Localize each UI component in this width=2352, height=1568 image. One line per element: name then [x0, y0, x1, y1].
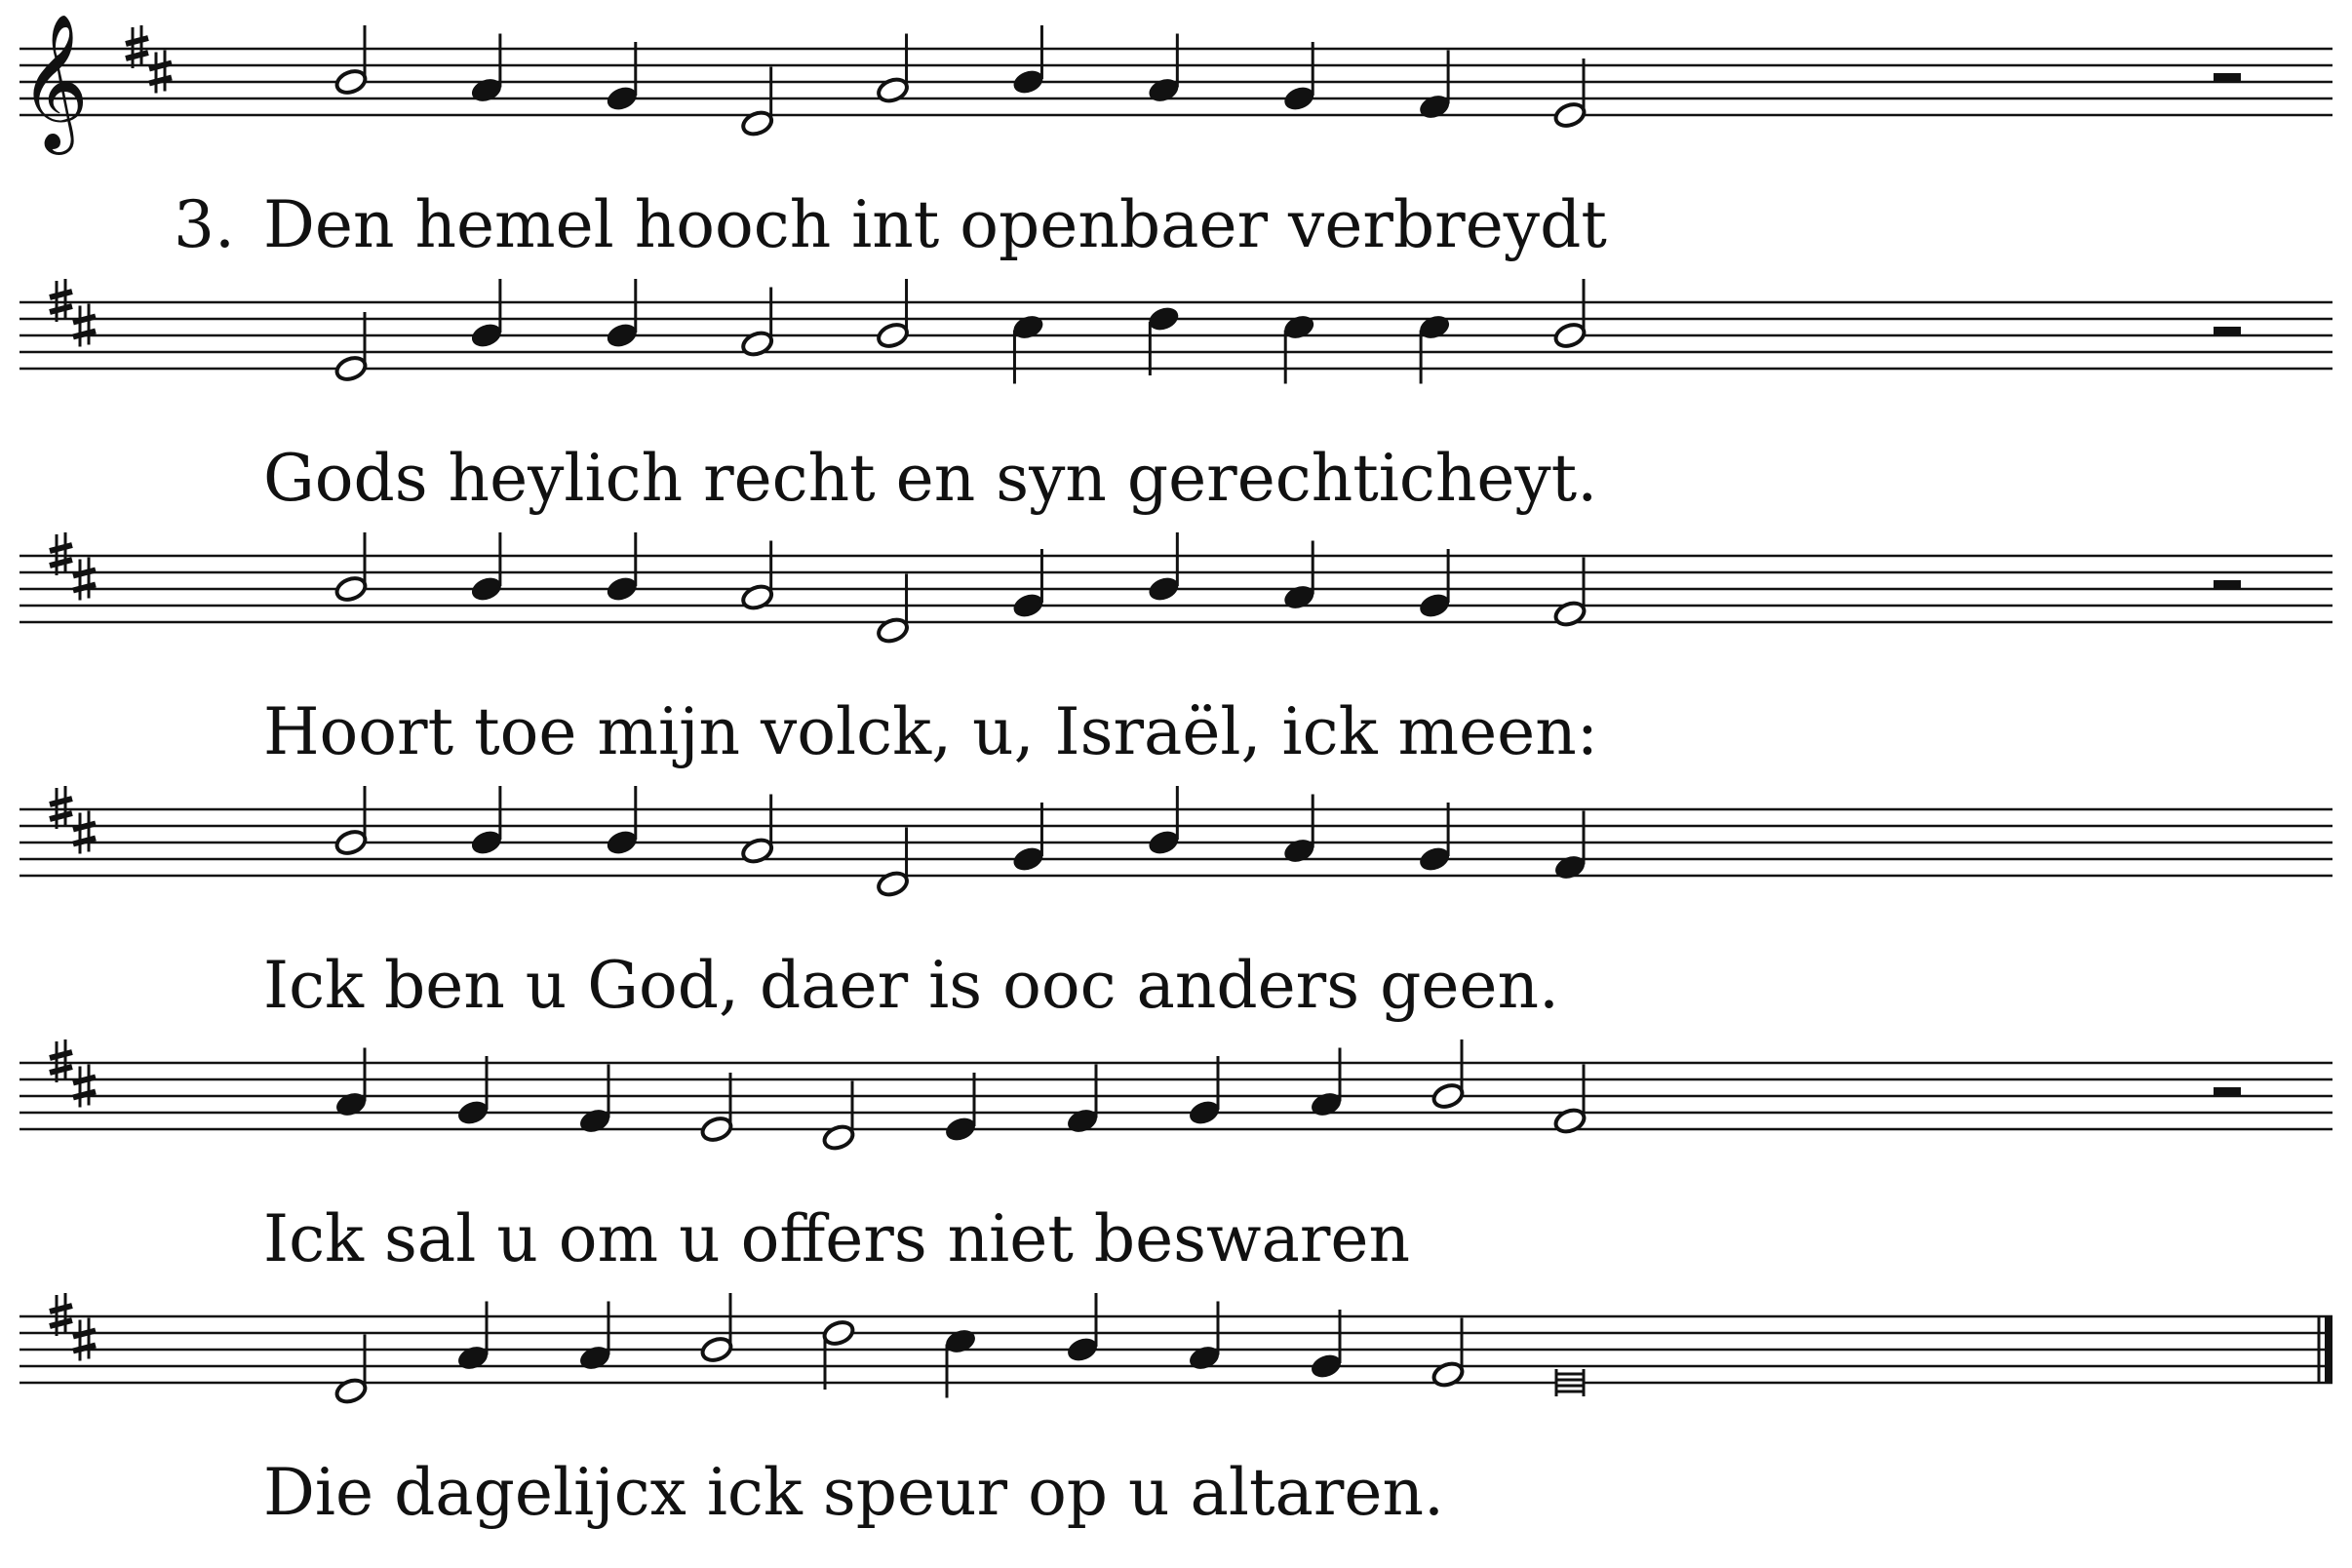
note-G4-quarter [1187, 1056, 1221, 1127]
note-E4-half [1552, 59, 1587, 130]
note-Csharp5-quarter [1011, 313, 1045, 384]
note-A4-quarter [333, 1048, 368, 1119]
note-G4-quarter [1309, 1310, 1343, 1381]
note-A4-half [740, 541, 774, 612]
note-E4-brevis [1556, 1369, 1584, 1396]
note-B4-half [876, 279, 910, 350]
staff-system-1 [20, 14, 2332, 155]
note-D5-quarter [1147, 304, 1181, 375]
note-D4-half [740, 67, 774, 138]
note-E4-quarter [943, 1073, 977, 1144]
note-G4-quarter [605, 42, 639, 113]
half-rest [2214, 73, 2241, 82]
note-B4-quarter [1065, 1293, 1099, 1364]
note-B4-quarter [469, 532, 503, 604]
note-A4-quarter [577, 1302, 611, 1373]
lyric-line-4: Ick ben u God, daer is ooc anders geen. [263, 948, 1559, 1023]
note-D4-half [821, 1081, 855, 1153]
lyric-line-1: Den hemel hooch int openbaer verbreydt [263, 187, 1607, 262]
note-B4-quarter [605, 786, 639, 857]
sharp-sign [73, 558, 96, 601]
lyric-line-3: Hoort toe mijn volck, u, Israël, ick meen: [263, 694, 1598, 769]
note-Fsharp4-half [1552, 1065, 1587, 1136]
note-A4-quarter [1309, 1048, 1343, 1119]
note-D5-half [821, 1318, 855, 1390]
verse-number: 3. [174, 187, 235, 262]
sharp-sign [50, 786, 72, 829]
note-B4-quarter [469, 279, 503, 350]
note-E4-half [333, 312, 368, 383]
lyric-line-5: Ick sal u om u offers niet beswaren [263, 1201, 1410, 1276]
sharp-sign [73, 304, 96, 347]
note-B4-quarter [605, 532, 639, 604]
sharp-sign [50, 532, 72, 575]
note-Fsharp4-quarter [1065, 1065, 1099, 1136]
note-Csharp5-quarter [943, 1327, 977, 1398]
note-D4-half [333, 1335, 368, 1406]
note-E4-half [699, 1073, 733, 1144]
note-B4-quarter [469, 786, 503, 857]
note-G4-quarter [1417, 803, 1451, 874]
note-A4-quarter [1282, 541, 1316, 612]
staff-system-2 [20, 279, 2332, 384]
note-B4-half [699, 1293, 733, 1364]
half-rest [2214, 327, 2241, 335]
note-A4-half [876, 34, 910, 105]
sharp-sign [50, 1039, 72, 1082]
note-A4-quarter [1282, 795, 1316, 866]
staff-system-6 [20, 1293, 2332, 1405]
staff-system-4 [20, 786, 2332, 898]
note-B4-quarter [605, 279, 639, 350]
sharp-sign [50, 279, 72, 322]
sharp-sign [73, 1318, 96, 1361]
lyric-line-6: Die dagelijcx ick speur op u altaren. [263, 1455, 1444, 1530]
sharp-sign [50, 1293, 72, 1336]
sharp-sign [73, 1065, 96, 1108]
note-B4-half [333, 786, 368, 857]
note-D4-half [876, 828, 910, 899]
note-Fsharp4-half [1431, 1318, 1465, 1390]
note-A4-quarter [455, 1302, 490, 1373]
half-rest [2214, 1087, 2241, 1096]
note-D4-half [876, 574, 910, 646]
sharp-sign [149, 51, 172, 94]
note-G4-quarter [1417, 549, 1451, 620]
note-A4-half [740, 288, 774, 359]
note-Csharp5-quarter [1417, 313, 1451, 384]
note-G4-quarter [1011, 803, 1045, 874]
note-A4-quarter [1147, 34, 1181, 105]
note-Fsharp4-quarter [1417, 51, 1451, 122]
note-A4-half [740, 795, 774, 866]
note-B4-half [1552, 279, 1587, 350]
sharp-sign [126, 25, 148, 68]
sharp-sign [73, 811, 96, 854]
note-B4-half [333, 25, 368, 97]
note-Fsharp4-half [1552, 558, 1587, 629]
half-rest [2214, 580, 2241, 589]
note-G4-quarter [1011, 549, 1045, 620]
staff-system-5 [20, 1039, 2332, 1152]
note-Fsharp4-quarter [1552, 811, 1587, 882]
note-G4-quarter [1282, 42, 1316, 113]
note-B4-quarter [1147, 532, 1181, 604]
note-B4-quarter [1147, 786, 1181, 857]
note-A4-quarter [469, 34, 503, 105]
note-B4-half [333, 532, 368, 604]
note-Fsharp4-quarter [577, 1065, 611, 1136]
lyric-line-2: Gods heylich recht en syn gerechticheyt. [263, 441, 1598, 516]
treble-clef-icon: 𝄞 [20, 14, 89, 149]
note-B4-half [1431, 1039, 1465, 1111]
note-A4-quarter [1187, 1302, 1221, 1373]
note-G4-quarter [455, 1056, 490, 1127]
staff-system-3 [20, 532, 2332, 645]
note-Csharp5-quarter [1282, 313, 1316, 384]
note-B4-quarter [1011, 25, 1045, 97]
